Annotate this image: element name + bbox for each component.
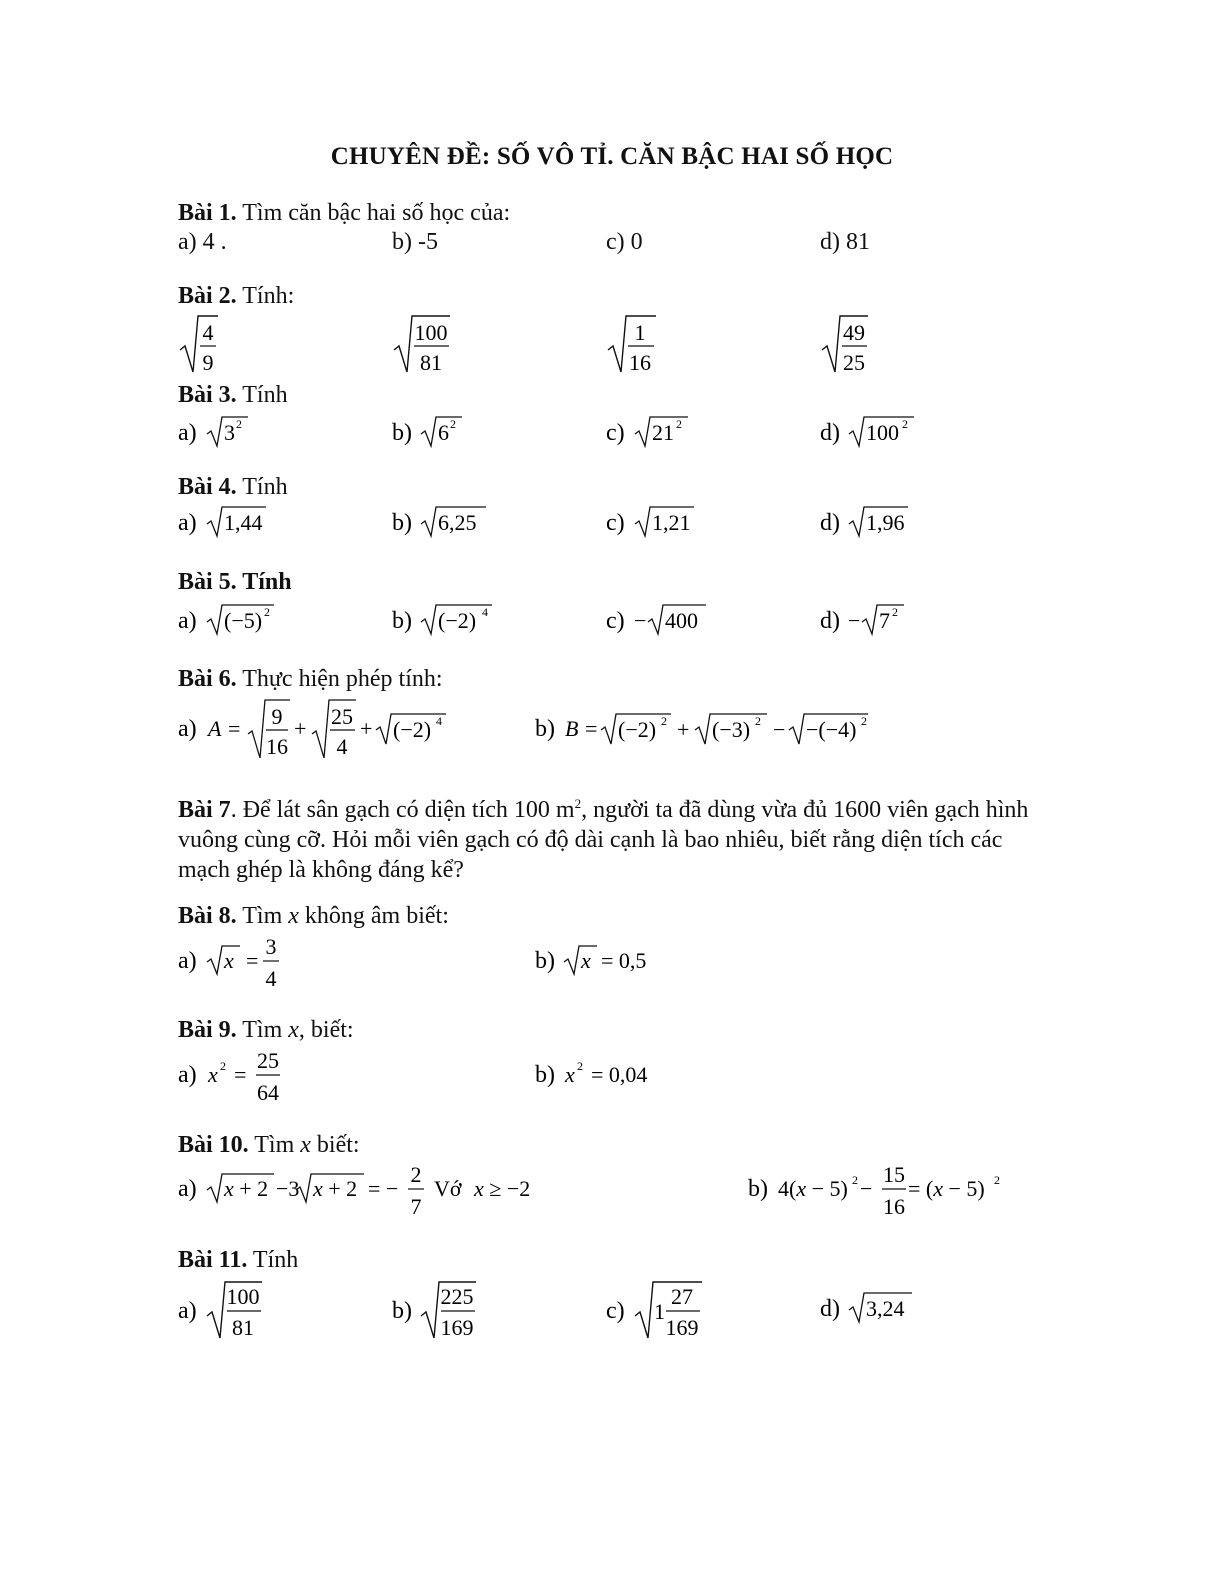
exercise-10-heading: Bài 10. Tìm x biết: — [178, 1132, 360, 1158]
svg-text:b): b) — [535, 948, 555, 974]
svg-text:+: + — [294, 716, 307, 741]
svg-text:d): d) — [820, 510, 840, 536]
exercise-1-text: Tìm căn bậc hai số học của: — [236, 200, 511, 226]
svg-text:2: 2 — [994, 1173, 1000, 1187]
svg-text:b): b) — [535, 716, 555, 742]
svg-text:(−2): (−2) — [438, 608, 477, 633]
svg-text:c): c) — [606, 510, 625, 536]
exercise-11-label: Bài 11. — [178, 1247, 248, 1273]
svg-text:a): a) — [178, 1176, 197, 1202]
exercise-6-label: Bài 6. — [178, 666, 237, 692]
exercise-11-text: Tính — [247, 1247, 299, 1273]
svg-text:49: 49 — [843, 320, 865, 345]
svg-text:=: = — [234, 1062, 247, 1087]
svg-text:100: 100 — [414, 320, 448, 345]
svg-text:−: − — [773, 717, 786, 742]
svg-text:4(x − 5): 4(x − 5) — [778, 1176, 848, 1201]
exercise-4-item-b — [392, 502, 502, 542]
exercise-6-formula-b — [535, 694, 875, 764]
exercise-8-label: Bài 8. — [178, 903, 237, 929]
svg-text:B: B — [565, 716, 579, 741]
svg-text:9: 9 — [202, 350, 214, 375]
exercise-3-item-c — [606, 410, 706, 450]
exercise-4-label: Bài 4. — [178, 474, 237, 500]
svg-text:4: 4 — [336, 734, 348, 759]
svg-text:2: 2 — [676, 417, 682, 431]
exercise-7-label: Bài 7 — [178, 797, 231, 823]
svg-text:c): c) — [606, 420, 625, 446]
svg-text:(−5): (−5) — [224, 608, 263, 633]
svg-text:100: 100 — [866, 420, 899, 445]
svg-text:2: 2 — [755, 714, 761, 728]
exercise-4-item-a — [178, 502, 288, 542]
svg-text:−: − — [860, 1176, 873, 1201]
svg-text:a): a) — [178, 420, 197, 446]
exercise-1-label: Bài 1. — [178, 200, 237, 226]
variable-x: x — [300, 1132, 311, 1158]
exercise-9-heading: Bài 9. Tìm x, biết: — [178, 1017, 354, 1043]
exercise-5-label: Bài 5. Tính — [178, 569, 292, 595]
exercise-2-label: Bài 2. — [178, 283, 237, 309]
svg-text:= 0,04: = 0,04 — [591, 1062, 648, 1087]
svg-text:400: 400 — [665, 608, 698, 633]
svg-text:3: 3 — [224, 420, 235, 445]
svg-text:2: 2 — [220, 1059, 226, 1073]
svg-text:2: 2 — [892, 605, 898, 619]
exercise-3-heading — [178, 380, 288, 410]
exercise-5-item-b — [392, 598, 502, 638]
svg-text:2: 2 — [661, 714, 667, 728]
svg-text:169: 169 — [665, 1315, 699, 1340]
exercise-2-item-b — [392, 310, 472, 376]
svg-text:(−3): (−3) — [712, 717, 751, 742]
svg-text:−: − — [848, 608, 861, 633]
svg-text:a): a) — [178, 1298, 197, 1324]
svg-text:2: 2 — [410, 1162, 422, 1187]
svg-text:2: 2 — [902, 417, 908, 431]
svg-text:25: 25 — [257, 1048, 279, 1073]
svg-text:25: 25 — [331, 704, 353, 729]
svg-text:=: = — [228, 716, 241, 741]
exercise-3-item-b — [392, 410, 482, 450]
svg-text:4: 4 — [265, 966, 277, 991]
exercise-9-formula-a — [178, 1044, 298, 1108]
svg-text:=: = — [585, 716, 598, 741]
svg-text:(−2): (−2) — [393, 717, 432, 742]
svg-text:= 0,5: = 0,5 — [601, 948, 647, 973]
svg-text:2: 2 — [450, 417, 456, 431]
svg-text:225: 225 — [440, 1284, 474, 1309]
svg-text:100: 100 — [226, 1284, 260, 1309]
exercise-8-heading: Bài 8. Tìm x không âm biết: — [178, 903, 449, 929]
exercise-5-item-c — [606, 598, 716, 638]
exercise-2-item-a — [178, 310, 238, 376]
svg-text:1,44: 1,44 — [224, 510, 263, 535]
exercise-4-item-d — [820, 502, 930, 542]
svg-text:d): d) — [820, 608, 840, 634]
svg-text:81: 81 — [420, 350, 442, 375]
svg-text:x + 2: x + 2 — [313, 1176, 358, 1201]
svg-text:(−2): (−2) — [618, 717, 657, 742]
exercise-2-text: Tính: — [236, 283, 295, 309]
exercise-10-formula-a — [178, 1158, 548, 1224]
exercise-2-item-d — [820, 310, 890, 376]
variable-x: x — [288, 903, 299, 929]
svg-text:7: 7 — [410, 1194, 422, 1219]
svg-text:a): a) — [178, 510, 197, 536]
exercise-7-text-1: . Để lát sân gạch có diện tích 100 m — [230, 797, 575, 823]
svg-text:1,21: 1,21 — [652, 510, 691, 535]
exercise-1-heading — [178, 198, 510, 228]
svg-text:169: 169 — [440, 1315, 474, 1340]
svg-text:x + 2: x + 2 — [224, 1176, 269, 1201]
exercise-5-item-d — [820, 598, 930, 638]
exercise-7-paragraph — [178, 789, 1058, 885]
exercise-11-item-c — [606, 1276, 716, 1342]
svg-text:6,25: 6,25 — [438, 510, 477, 535]
svg-text:x: x — [565, 1062, 575, 1087]
svg-text:4: 4 — [202, 320, 214, 345]
svg-text:b): b) — [535, 1062, 555, 1088]
svg-text:2: 2 — [861, 714, 867, 728]
exercise-9-label: Bài 9. — [178, 1017, 237, 1043]
svg-text:d): d) — [820, 1296, 840, 1322]
svg-text:21: 21 — [652, 420, 674, 445]
exercise-3-item-d — [820, 410, 930, 450]
exercise-3-text: Tính — [236, 382, 288, 408]
exercise-1-item-d: d) 81 — [820, 229, 870, 255]
exercise-10-formula-b — [748, 1158, 1008, 1224]
exercise-4-text: Tính — [236, 474, 288, 500]
exercise-6-heading — [178, 664, 443, 694]
svg-text:6: 6 — [438, 420, 449, 445]
svg-text:x: x — [208, 1062, 218, 1087]
svg-text:25: 25 — [843, 350, 865, 375]
exercise-1-item-b: b) -5 — [392, 229, 438, 255]
svg-text:−3: −3 — [276, 1176, 300, 1201]
exercise-7-sup: 2 — [574, 796, 582, 811]
exercise-3-label: Bài 3. — [178, 382, 237, 408]
svg-text:a): a) — [178, 608, 197, 634]
svg-text:7: 7 — [879, 608, 890, 633]
exercise-5-item-a — [178, 598, 288, 638]
exercise-5-heading — [178, 567, 292, 597]
svg-text:x ≥ −2: x ≥ −2 — [474, 1176, 531, 1201]
svg-text:A: A — [208, 716, 222, 741]
svg-text:64: 64 — [257, 1080, 279, 1105]
svg-text:81: 81 — [232, 1315, 254, 1340]
svg-text:b): b) — [392, 608, 412, 634]
exercise-11-heading — [178, 1245, 298, 1275]
svg-text:−: − — [634, 608, 647, 633]
svg-text:Vớ: Vớ — [434, 1176, 462, 1201]
svg-text:2: 2 — [852, 1173, 858, 1187]
svg-text:d): d) — [820, 420, 840, 446]
svg-text:16: 16 — [883, 1194, 905, 1219]
exercise-11-item-b — [392, 1276, 492, 1342]
exercise-4-heading — [178, 472, 288, 502]
exercise-11-item-d — [820, 1286, 930, 1326]
variable-x: x — [288, 1017, 299, 1043]
svg-text:a): a) — [178, 716, 197, 742]
exercise-1-item-c: c) 0 — [606, 229, 643, 255]
svg-text:+: + — [360, 716, 373, 741]
svg-text:b): b) — [392, 420, 412, 446]
page-title: CHUYÊN ĐỀ: SỐ VÔ TỈ. CĂN BẬC HAI SỐ HỌC — [330, 143, 894, 170]
svg-text:3: 3 — [265, 934, 277, 959]
svg-text:a): a) — [178, 948, 197, 974]
exercise-8-formula-b — [535, 932, 675, 994]
svg-text:c): c) — [606, 608, 625, 634]
exercise-2-heading — [178, 281, 294, 311]
svg-text:b): b) — [392, 1298, 412, 1324]
svg-text:1: 1 — [634, 320, 646, 345]
exercise-2-item-c — [606, 310, 676, 376]
svg-text:= −: = − — [368, 1176, 399, 1201]
svg-text:2: 2 — [236, 417, 242, 431]
svg-text:x: x — [581, 948, 591, 973]
svg-text:4: 4 — [436, 714, 442, 728]
svg-text:=: = — [246, 948, 259, 973]
exercise-3-item-a — [178, 410, 268, 450]
svg-text:16: 16 — [629, 350, 651, 375]
svg-text:b): b) — [392, 510, 412, 536]
svg-text:16: 16 — [266, 734, 288, 759]
exercise-10-label: Bài 10. — [178, 1132, 249, 1158]
exercise-6-text: Thực hiện phép tính: — [236, 666, 443, 692]
svg-text:1,96: 1,96 — [866, 510, 905, 535]
svg-text:a): a) — [178, 1062, 197, 1088]
exercise-4-item-c — [606, 502, 716, 542]
svg-text:c): c) — [606, 1298, 625, 1324]
exercise-9-formula-b — [535, 1044, 675, 1108]
svg-text:3,24: 3,24 — [866, 1296, 905, 1321]
svg-text:2: 2 — [577, 1059, 583, 1073]
svg-text:= (x − 5): = (x − 5) — [908, 1176, 985, 1201]
svg-text:4: 4 — [482, 605, 488, 619]
svg-text:9: 9 — [271, 704, 283, 729]
exercise-1-item-a: a) 4 . — [178, 229, 227, 255]
svg-text:15: 15 — [883, 1162, 905, 1187]
svg-text:1: 1 — [654, 1299, 665, 1324]
svg-text:27: 27 — [671, 1284, 693, 1309]
exercise-8-formula-a — [178, 932, 298, 994]
svg-text:x: x — [224, 948, 234, 973]
exercise-11-item-a — [178, 1276, 278, 1342]
svg-text:2: 2 — [264, 605, 270, 619]
exercise-6-formula-a — [178, 694, 468, 764]
svg-text:+: + — [677, 717, 690, 742]
svg-text:−(−4): −(−4) — [806, 717, 857, 742]
svg-text:b): b) — [748, 1176, 768, 1202]
exercise-7-text-2: , người ta đã dùng vừa đủ 1600 viên gạch hình vuông cùng cỡ. Hỏi mỗi viên gạch có độ dài cạnh là bao nhiêu, biết rằng diện tích các mạch ghép là không đáng kể? — [178, 797, 1029, 883]
